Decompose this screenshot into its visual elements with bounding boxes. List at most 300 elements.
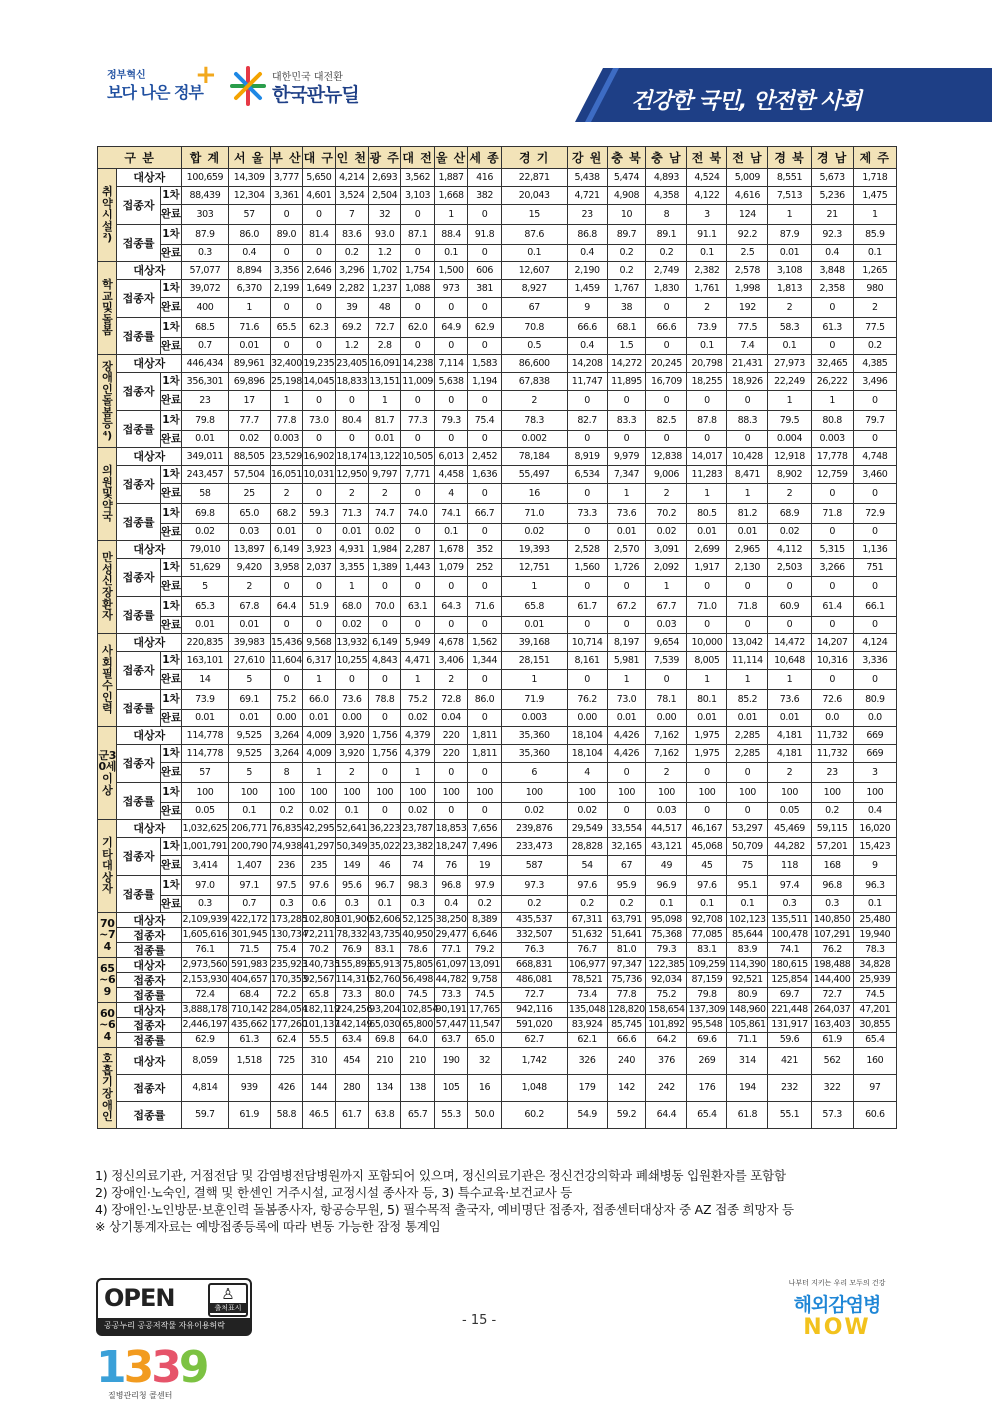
region-cell: 0.03 — [646, 617, 687, 634]
region-cell: 65.0 — [468, 1033, 501, 1048]
row-label: 접종자 — [117, 1018, 182, 1033]
region-cell: 0 — [687, 617, 727, 634]
region-cell: 15,423 — [853, 838, 896, 856]
region-cell: 0 — [270, 577, 302, 597]
region-cell: 51,632 — [567, 928, 607, 943]
row-label: 접종자 — [117, 652, 160, 690]
region-cell: 69.1 — [228, 690, 270, 710]
region-cell: 57 — [228, 205, 270, 225]
region-cell: 20,798 — [687, 355, 727, 373]
region-cell: 73.3 — [567, 504, 607, 524]
region-cell: 11,732 — [811, 745, 853, 763]
region-cell: 7,162 — [646, 727, 687, 745]
region-cell: 264,037 — [811, 1003, 853, 1018]
region-cell: 39,168 — [501, 634, 567, 652]
region-cell: 140,735 — [303, 958, 335, 973]
region-cell: 1 — [853, 205, 896, 225]
total-cell: 5 — [182, 577, 228, 597]
region-cell: 1,984 — [368, 541, 400, 559]
region-cell: 1,754 — [401, 262, 434, 280]
region-cell: 0 — [646, 298, 687, 318]
region-cell: 65.7 — [401, 1102, 434, 1129]
region-cell: 105 — [434, 1075, 467, 1102]
region-cell: 13,932 — [335, 634, 368, 652]
region-cell: 8,197 — [607, 634, 646, 652]
region-cell: 0 — [567, 391, 607, 411]
region-cell: 4,616 — [727, 187, 768, 205]
region-cell: 11,732 — [811, 727, 853, 745]
region-cell: 1 — [768, 670, 811, 690]
row-label: 대상자 — [117, 1048, 182, 1075]
dose-label: 완료 — [160, 484, 182, 504]
region-cell: 101,900 — [335, 913, 368, 928]
header-cell: 울 산 — [434, 147, 467, 169]
region-cell: 1 — [768, 205, 811, 225]
region-cell: 18,174 — [335, 448, 368, 466]
region-cell: 3,108 — [768, 262, 811, 280]
region-cell: 74.5 — [468, 988, 501, 1003]
region-cell: 67.7 — [646, 597, 687, 617]
region-cell: 1,975 — [687, 745, 727, 763]
region-cell: 57,504 — [228, 466, 270, 484]
attribution-badge — [208, 1283, 248, 1317]
region-cell: 75,805 — [401, 958, 434, 973]
region-cell: 22,871 — [501, 169, 567, 187]
region-cell: 68.1 — [607, 318, 646, 338]
table-row — [98, 1033, 897, 1048]
region-cell: 0.00 — [646, 710, 687, 727]
region-cell: 4,748 — [853, 448, 896, 466]
callcenter-digit: 3 — [123, 1342, 152, 1393]
region-cell: 58.3 — [768, 318, 811, 338]
region-cell: 1,583 — [468, 355, 501, 373]
region-cell: 14,472 — [768, 634, 811, 652]
region-cell: 8 — [270, 763, 302, 783]
region-cell: 0 — [303, 245, 335, 262]
region-cell: 1,887 — [434, 169, 467, 187]
region-cell: 1,562 — [468, 634, 501, 652]
region-cell: 0 — [401, 617, 434, 634]
region-cell: 74.5 — [853, 988, 896, 1003]
region-cell: 23,529 — [270, 448, 302, 466]
region-cell: 220 — [434, 745, 467, 763]
region-cell: 435,662 — [228, 1018, 270, 1033]
region-cell: 65.5 — [270, 318, 302, 338]
header-cell: 전 북 — [687, 147, 727, 169]
region-cell: 0.01 — [228, 338, 270, 355]
region-cell: 73.6 — [768, 690, 811, 710]
region-cell: 0 — [607, 431, 646, 448]
region-cell: 236 — [270, 856, 302, 876]
region-cell: 1,389 — [368, 559, 400, 577]
region-cell: 114,390 — [727, 958, 768, 973]
region-cell: 79.3 — [646, 943, 687, 958]
region-cell: 0 — [853, 670, 896, 690]
region-cell: 1,917 — [687, 559, 727, 577]
region-cell: 4,009 — [303, 745, 335, 763]
region-cell: 0 — [401, 391, 434, 411]
region-cell: 125,854 — [768, 973, 811, 988]
region-cell: 1,756 — [368, 745, 400, 763]
region-cell: 76.3 — [501, 943, 567, 958]
region-cell: 163,403 — [811, 1018, 853, 1033]
region-cell: 81.7 — [368, 411, 400, 431]
region-cell: 33,554 — [607, 820, 646, 838]
total-cell: 51,629 — [182, 559, 228, 577]
region-cell: 87.8 — [687, 411, 727, 431]
total-cell: 88,439 — [182, 187, 228, 205]
table-row — [98, 597, 897, 617]
callcenter-digit: 1 — [96, 1342, 124, 1393]
vaccination-table — [97, 146, 897, 1129]
page-header — [0, 0, 992, 135]
region-cell: 52,125 — [401, 913, 434, 928]
region-cell: 11,114 — [727, 652, 768, 670]
region-cell: 81.0 — [607, 943, 646, 958]
region-cell: 71.9 — [501, 690, 567, 710]
region-cell: 57,201 — [811, 838, 853, 856]
region-cell: 18,853 — [434, 820, 467, 838]
callcenter-digit: 3 — [151, 1342, 179, 1393]
region-cell: 1,830 — [646, 280, 687, 298]
region-cell: 0.4 — [811, 245, 853, 262]
region-cell: 710,142 — [228, 1003, 270, 1018]
page-number: - 15 - — [462, 1313, 497, 1328]
region-cell: 606 — [468, 262, 501, 280]
row-label: 접종자 — [117, 187, 160, 225]
region-cell: 61.4 — [811, 597, 853, 617]
row-label: 대상자 — [117, 820, 182, 838]
total-cell: 68.5 — [182, 318, 228, 338]
region-cell: 0 — [468, 338, 501, 355]
total-cell: 0.7 — [182, 338, 228, 355]
table-row — [98, 803, 897, 820]
region-cell: 100 — [501, 783, 567, 803]
region-cell: 45,068 — [687, 838, 727, 856]
region-cell: 7,771 — [401, 466, 434, 484]
region-cell: 97.6 — [567, 876, 607, 896]
region-cell: 54.9 — [567, 1102, 607, 1129]
region-cell: 4,458 — [434, 466, 467, 484]
region-cell: 284,054 — [270, 1003, 302, 1018]
group-label: 군30세이상 — [98, 727, 117, 820]
region-cell: 100 — [607, 783, 646, 803]
region-cell: 64.4 — [270, 597, 302, 617]
region-cell: 128,820 — [607, 1003, 646, 1018]
total-cell: 65.3 — [182, 597, 228, 617]
total-cell: 0.3 — [182, 245, 228, 262]
region-cell: 0 — [335, 670, 368, 690]
region-cell: 0 — [335, 431, 368, 448]
region-cell: 3 — [687, 205, 727, 225]
row-label: 접종률 — [117, 597, 160, 634]
region-cell: 2 — [768, 298, 811, 318]
region-cell: 11,547 — [468, 1018, 501, 1033]
dose-label: 1차 — [160, 690, 182, 710]
region-cell: 2 — [335, 484, 368, 504]
region-cell: 1,459 — [567, 280, 607, 298]
table-row — [98, 205, 897, 225]
region-cell: 0.03 — [646, 803, 687, 820]
region-cell: 0.1 — [687, 896, 727, 913]
dose-label: 1차 — [160, 838, 182, 856]
region-cell: 18,926 — [727, 373, 768, 391]
logo-small-text: 대한민국 대전환 — [272, 72, 343, 83]
region-cell: 1,702 — [368, 262, 400, 280]
region-cell: 8 — [646, 205, 687, 225]
region-cell: 0.4 — [567, 245, 607, 262]
region-cell: 63.1 — [401, 597, 434, 617]
region-cell: 80.0 — [368, 988, 400, 1003]
region-cell: 182,119 — [303, 1003, 335, 1018]
dose-label: 1차 — [160, 318, 182, 338]
row-label: 접종률 — [117, 876, 160, 913]
region-cell: 23 — [567, 205, 607, 225]
row-label: 접종자 — [117, 1075, 182, 1102]
region-cell: 87.6 — [501, 225, 567, 245]
region-cell: 0.01 — [727, 710, 768, 727]
region-cell: 59.2 — [607, 1102, 646, 1129]
total-cell: 1,001,791 — [182, 838, 228, 856]
region-cell: 64.3 — [434, 597, 467, 617]
row-label: 접종률 — [117, 690, 160, 727]
region-cell: 83.1 — [368, 943, 400, 958]
region-cell: 0 — [607, 391, 646, 411]
region-cell: 3,406 — [434, 652, 467, 670]
region-cell: 3,920 — [335, 727, 368, 745]
row-label: 대상자 — [117, 634, 182, 652]
region-cell: 149 — [335, 856, 368, 876]
region-cell: 3,524 — [335, 187, 368, 205]
region-cell: 0 — [434, 431, 467, 448]
region-cell: 0.01 — [368, 431, 400, 448]
region-cell: 131,917 — [768, 1018, 811, 1033]
region-cell: 0 — [468, 670, 501, 690]
dose-label: 1차 — [160, 876, 182, 896]
region-cell: 73.3 — [434, 988, 467, 1003]
region-cell: 1 — [811, 391, 853, 411]
dose-label: 1차 — [160, 225, 182, 245]
region-cell: 242 — [646, 1075, 687, 1102]
region-cell: 4,214 — [335, 169, 368, 187]
region-cell: 221,448 — [768, 1003, 811, 1018]
region-cell: 1,649 — [303, 280, 335, 298]
region-cell: 0.02 — [567, 803, 607, 820]
region-cell: 2,037 — [303, 559, 335, 577]
region-cell: 591,020 — [501, 1018, 567, 1033]
region-cell: 65.8 — [501, 597, 567, 617]
region-cell: 35,360 — [501, 727, 567, 745]
region-cell: 71.3 — [335, 504, 368, 524]
region-cell: 72.2 — [270, 988, 302, 1003]
region-cell: 2,382 — [687, 262, 727, 280]
region-cell: 100 — [687, 783, 727, 803]
region-cell: 4,009 — [303, 727, 335, 745]
region-cell: 422,172 — [228, 913, 270, 928]
region-cell: 0.01 — [228, 710, 270, 727]
region-cell: 79.7 — [853, 411, 896, 431]
region-cell: 4,931 — [335, 541, 368, 559]
overseas-infection-logo — [776, 1278, 898, 1338]
row-label: 접종률 — [117, 225, 160, 262]
region-cell: 7 — [335, 205, 368, 225]
region-cell: 0.01 — [607, 524, 646, 541]
region-cell: 43,121 — [646, 838, 687, 856]
region-cell: 0 — [646, 391, 687, 411]
region-cell: 3,923 — [303, 541, 335, 559]
region-cell: 66.6 — [646, 318, 687, 338]
logo-big-text: 보다 나은 정부 — [107, 83, 203, 102]
region-cell: 93.0 — [368, 225, 400, 245]
region-cell: 7,162 — [646, 745, 687, 763]
region-cell: 2 — [434, 670, 467, 690]
region-cell: 4,122 — [687, 187, 727, 205]
region-cell: 0.1 — [727, 896, 768, 913]
region-cell: 2 — [228, 577, 270, 597]
region-cell: 2,965 — [727, 541, 768, 559]
region-cell: 76.7 — [567, 943, 607, 958]
region-cell: 0 — [468, 763, 501, 783]
region-cell: 0 — [727, 763, 768, 783]
region-cell: 10,648 — [768, 652, 811, 670]
dose-label: 완료 — [160, 670, 182, 690]
region-cell: 1,344 — [468, 652, 501, 670]
region-cell: 55.3 — [434, 1102, 467, 1129]
region-cell: 0 — [687, 763, 727, 783]
region-cell: 78.8 — [368, 690, 400, 710]
region-cell: 25,480 — [853, 913, 896, 928]
region-cell: 45 — [687, 856, 727, 876]
table-row — [98, 670, 897, 690]
region-cell: 86,600 — [501, 355, 567, 373]
table-row — [98, 1048, 897, 1075]
region-cell: 0 — [567, 577, 607, 597]
region-cell: 0 — [270, 205, 302, 225]
region-cell: 80.4 — [335, 411, 368, 431]
region-cell: 6,317 — [303, 652, 335, 670]
region-cell: 5,474 — [607, 169, 646, 187]
region-cell: 19,940 — [853, 928, 896, 943]
region-cell: 352 — [468, 541, 501, 559]
region-cell: 454 — [335, 1048, 368, 1075]
region-cell: 101,137 — [303, 1018, 335, 1033]
region-cell: 66.0 — [303, 690, 335, 710]
region-cell: 332,507 — [501, 928, 567, 943]
table-row — [98, 783, 897, 803]
region-cell: 72.7 — [811, 988, 853, 1003]
region-cell: 66.1 — [853, 597, 896, 617]
dose-label: 완료 — [160, 298, 182, 318]
total-cell: 0.01 — [182, 431, 228, 448]
region-cell: 0.02 — [501, 524, 567, 541]
region-cell: 76.2 — [567, 690, 607, 710]
region-cell: 0.004 — [768, 431, 811, 448]
region-cell: 5,981 — [607, 652, 646, 670]
region-cell: 1,767 — [607, 280, 646, 298]
region-cell: 0 — [727, 391, 768, 411]
region-cell: 15,436 — [270, 634, 302, 652]
region-cell: 148,960 — [727, 1003, 768, 1018]
region-cell: 14,017 — [687, 448, 727, 466]
region-cell: 79.2 — [468, 943, 501, 958]
region-cell: 0 — [607, 763, 646, 783]
total-cell: 79.8 — [182, 411, 228, 431]
region-cell: 9,979 — [607, 448, 646, 466]
table-row — [98, 617, 897, 634]
table-row — [98, 913, 897, 928]
region-cell: 61.7 — [335, 1102, 368, 1129]
table-row — [98, 958, 897, 973]
region-cell: 16,709 — [646, 373, 687, 391]
region-cell: 101,892 — [646, 1018, 687, 1033]
group-label: 장애인돌봄등⁴) — [98, 355, 117, 448]
region-cell: 89.7 — [607, 225, 646, 245]
region-cell: 2,504 — [368, 187, 400, 205]
region-cell: 0.00 — [335, 710, 368, 727]
region-cell: 69.2 — [335, 318, 368, 338]
region-cell: 0.2 — [607, 245, 646, 262]
region-cell: 70.8 — [501, 318, 567, 338]
dose-label: 1차 — [160, 783, 182, 803]
region-cell: 0 — [468, 431, 501, 448]
region-cell: 4,471 — [401, 652, 434, 670]
region-cell: 38 — [607, 298, 646, 318]
region-cell: 1 — [727, 670, 768, 690]
region-cell: 68.9 — [768, 504, 811, 524]
region-cell: 0.2 — [607, 262, 646, 280]
region-cell: 973 — [434, 280, 467, 298]
header-cell: 부 산 — [270, 147, 302, 169]
region-cell: 60.9 — [768, 597, 811, 617]
region-cell: 190 — [434, 1048, 467, 1075]
header-cell: 광 주 — [368, 147, 400, 169]
row-label: 대상자 — [117, 355, 182, 373]
region-cell: 2 — [270, 484, 302, 504]
region-cell: 16,902 — [303, 448, 335, 466]
region-cell: 0.00 — [567, 710, 607, 727]
region-cell: 0 — [270, 670, 302, 690]
table-row — [98, 652, 897, 670]
region-cell: 30,855 — [853, 1018, 896, 1033]
region-cell: 7,496 — [468, 838, 501, 856]
total-cell: 57,077 — [182, 262, 228, 280]
region-cell: 0.01 — [687, 524, 727, 541]
region-cell: 0 — [768, 617, 811, 634]
region-cell: 3,460 — [853, 466, 896, 484]
region-cell: 63,791 — [607, 913, 646, 928]
region-cell: 2 — [501, 391, 567, 411]
total-cell: 400 — [182, 298, 228, 318]
region-cell: 91.8 — [468, 225, 501, 245]
slogan-text: 건강한 국민, 안전한 사회 — [631, 89, 861, 114]
table-row — [98, 391, 897, 411]
region-cell: 0 — [401, 577, 434, 597]
region-cell: 18,104 — [567, 727, 607, 745]
table-row — [98, 943, 897, 958]
region-cell: 0.4 — [567, 338, 607, 355]
region-cell: 2 — [768, 484, 811, 504]
region-cell: 0 — [468, 617, 501, 634]
region-cell: 158,654 — [646, 1003, 687, 1018]
region-cell: 45,469 — [768, 820, 811, 838]
region-cell: 75,368 — [646, 928, 687, 943]
region-cell: 5,673 — [811, 169, 853, 187]
region-cell: 97.5 — [270, 876, 302, 896]
region-cell: 0 — [401, 431, 434, 448]
header-cell: 충 북 — [607, 147, 646, 169]
region-cell: 1 — [687, 670, 727, 690]
region-cell: 83,924 — [567, 1018, 607, 1033]
